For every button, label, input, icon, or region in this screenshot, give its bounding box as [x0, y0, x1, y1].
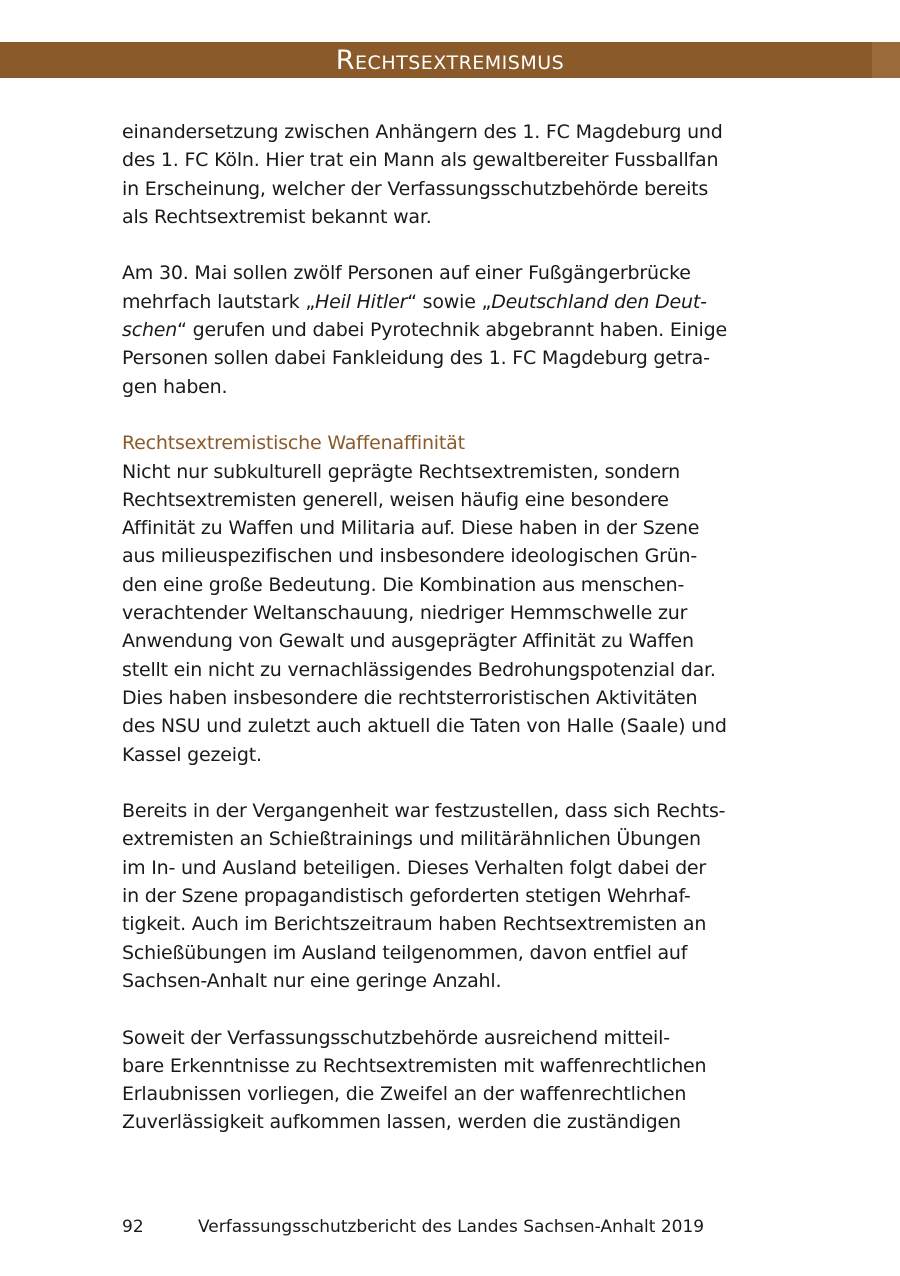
text-line: Nicht nur subkulturell geprägte Rechtsextremisten, sondern [122, 460, 681, 483]
text-line: den eine große Bedeutung. Die Kombination aus menschen- [122, 573, 685, 596]
quoted-slogan: Deutschland den Deut- [491, 290, 707, 313]
text-line: in der Szene propagandistisch geforderten stetigen Wehrhaf- [122, 885, 691, 908]
page-number: 92 [122, 1217, 144, 1237]
text-line: als Rechtsextremist bekannt war. [122, 205, 432, 228]
chapter-title: Rechtsextremismus [335, 45, 565, 76]
text-line: bare Erkenntnisse zu Rechtsextremisten mit waffenrechtlichen [122, 1054, 707, 1077]
text-line: extremisten an Schießtrainings und militärähnlichen Übungen [122, 828, 701, 851]
text-run: mehrfach lautstark „ [122, 290, 316, 313]
quoted-slogan: schen [122, 319, 178, 342]
text-line: Anwendung von Gewalt und ausgeprägter Affinität zu Waffen [122, 630, 694, 653]
text-line: Dies haben insbesondere die rechtsterroristischen Aktivitäten [122, 686, 698, 709]
paragraph-2 [122, 259, 782, 400]
text-line: des NSU und zuletzt auch aktuell die Taten von Halle (Saale) und [122, 715, 727, 738]
text-line: einandersetzung zwischen Anhängern des 1. FC Magdeburg und [122, 121, 723, 143]
text-line: Schießübungen im Ausland teilgenommen, davon entfiel auf [122, 941, 688, 964]
paragraph-3 [122, 458, 782, 769]
text-line: Sachsen-Anhalt nur eine geringe Anzahl. [122, 969, 502, 992]
text-run: “ gerufen und dabei Pyrotechnik abgebrannt haben. Einige [177, 319, 727, 342]
text-line: Am 30. Mai sollen zwölf Personen auf einer Fußgängerbrücke [122, 262, 691, 285]
text-run: “ sowie „ [407, 290, 492, 313]
text-line: Bereits in der Vergangenheit war festzustellen, dass sich Rechts- [122, 800, 726, 823]
text-line: gen haben. [122, 375, 228, 398]
page-footer [122, 1216, 704, 1238]
paragraph-1 [122, 118, 782, 231]
text-line: Kassel gezeigt. [122, 743, 262, 766]
text-line [122, 288, 782, 316]
text-line: aus milieuspezifischen und insbesondere ideologischen Grün- [122, 545, 698, 568]
paragraph-4 [122, 797, 782, 995]
text-line: in Erscheinung, welcher der Verfassungsschutzbehörde bereits [122, 177, 709, 200]
text-line [122, 316, 782, 344]
text-line: stellt ein nicht zu vernachlässigendes Bedrohungspotenzial dar. [122, 658, 716, 681]
text-line: Rechtsextremisten generell, weisen häufig eine besondere [122, 488, 669, 511]
quoted-slogan: Heil Hitler [315, 290, 408, 313]
text-line: Erlaubnissen vorliegen, die Zweifel an der waffenrechtlichen [122, 1083, 687, 1106]
section-subheading: Rechtsextremistische Waffenaffinität [122, 432, 465, 455]
text-line: Zuverlässigkeit aufkommen lassen, werden die zuständigen [122, 1111, 681, 1134]
chapter-header-band [0, 42, 900, 78]
paragraph-5 [122, 1024, 782, 1137]
text-line: im In- und Ausland beteiligen. Dieses Verhalten folgt dabei der [122, 856, 707, 879]
text-line: verachtender Weltanschauung, niedriger Hemmschwelle zur [122, 602, 688, 625]
text-line: Soweit der Verfassungsschutzbehörde ausreichend mitteil- [122, 1026, 670, 1049]
text-line: tigkeit. Auch im Berichtszeitraum haben Rechtsextremisten an [122, 913, 707, 936]
text-line: Affinität zu Waffen und Militaria auf. Diese haben in der Szene [122, 517, 700, 540]
text-line: Personen sollen dabei Fankleidung des 1. FC Magdeburg getra- [122, 347, 710, 370]
text-line: des 1. FC Köln. Hier trat ein Mann als gewaltbereiter Fussballfan [122, 149, 719, 172]
page-body [122, 118, 782, 1137]
publication-title: Verfassungsschutzbericht des Landes Sachsen-Anhalt 2019 [198, 1217, 705, 1237]
